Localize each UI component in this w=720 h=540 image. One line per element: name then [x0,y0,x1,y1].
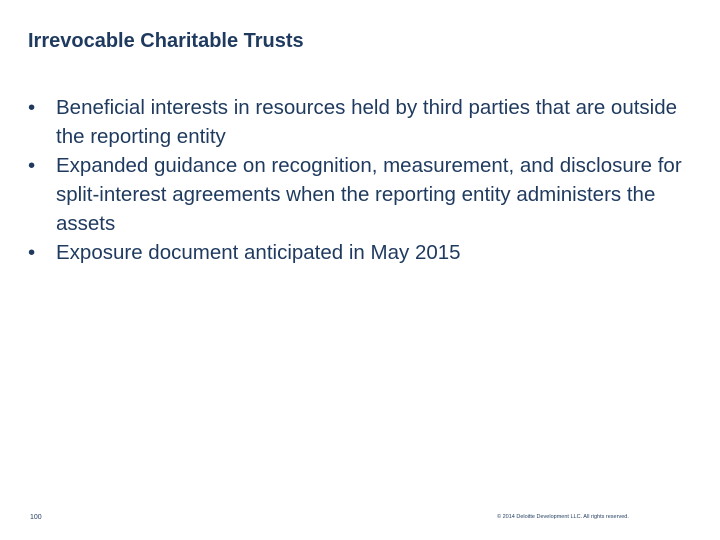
bullet-marker: • [28,154,36,177]
bullet-list [28,93,688,267]
copyright-notice: © 2014 Deloitte Development LLC. All rights reserved. [497,514,629,520]
bullet-marker: • [28,241,36,264]
bullet-item [28,238,688,267]
bullet-text: Exposure document anticipated in May 2015 [56,241,461,264]
slide-title: Irrevocable Charitable Trusts [28,30,304,52]
bullet-item [28,151,688,238]
bullet-marker: • [28,96,36,119]
bullet-text: Expanded guidance on recognition, measurement, and disclosure for split-interest agreements when the reporting entity administers the assets [56,154,682,235]
bullet-item [28,93,688,151]
page-number: 100 [30,514,42,521]
bullet-text: Beneficial interests in resources held by third parties that are outside the reporting entity [56,96,678,148]
